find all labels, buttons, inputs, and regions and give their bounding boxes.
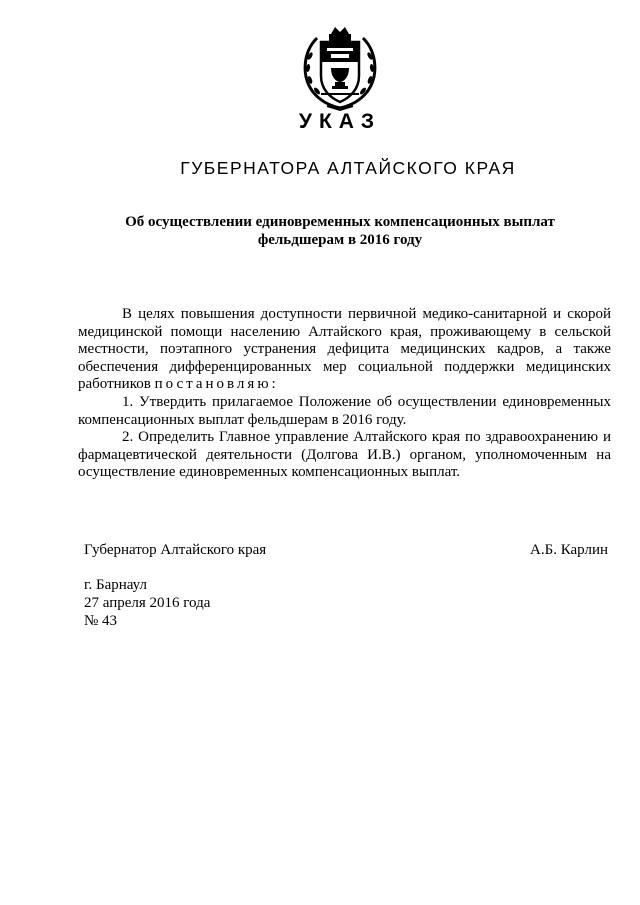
body-paragraph-1 xyxy=(78,306,611,394)
subject-line-2: фельдшерам в 2016 году xyxy=(257,232,423,248)
decree-number: № 43 xyxy=(84,613,118,629)
decree-body xyxy=(78,306,611,482)
signer-position: Губернатор Алтайского края xyxy=(84,542,267,558)
altai-krai-coat-of-arms-icon xyxy=(297,18,383,114)
decree-word: постановляю: xyxy=(154,376,279,393)
signer-name: А.Б. Карлин xyxy=(530,542,609,558)
decree-title: УКАЗ xyxy=(298,110,382,133)
body-paragraph-1-text: В целях повышения доступности первичной медико-санитарной и скорой медицинской помощи населению Алтайского края, проживающему в сельской местности, поэтапного устранения дефицита медицинских кадров, а также обеспечения дифференцированных мер социальной поддержки медицинских работников xyxy=(78,306,611,393)
subject-line-1: Об осуществлении единовременных компенсационных выплат xyxy=(125,214,555,230)
decree-city: г. Барнаул xyxy=(84,577,147,593)
body-paragraph-3: 2. Определить Главное управление Алтайского края по здравоохранению и фармацевтической деятельности (Долгова И.В.) органом, уполномоченным на осуществление единовременных компенсационных выплат. xyxy=(78,429,611,481)
decree-issuer: ГУБЕРНАТОРА АЛТАЙСКОГО КРАЯ xyxy=(180,158,516,178)
decree-subject xyxy=(100,213,580,249)
decree-date: 27 апреля 2016 года xyxy=(84,595,211,611)
body-paragraph-2: 1. Утвердить прилагаемое Положение об осуществлении единовременных компенсационных выплат фельдшерам в 2016 году. xyxy=(78,393,611,428)
decree-meta xyxy=(84,576,210,630)
